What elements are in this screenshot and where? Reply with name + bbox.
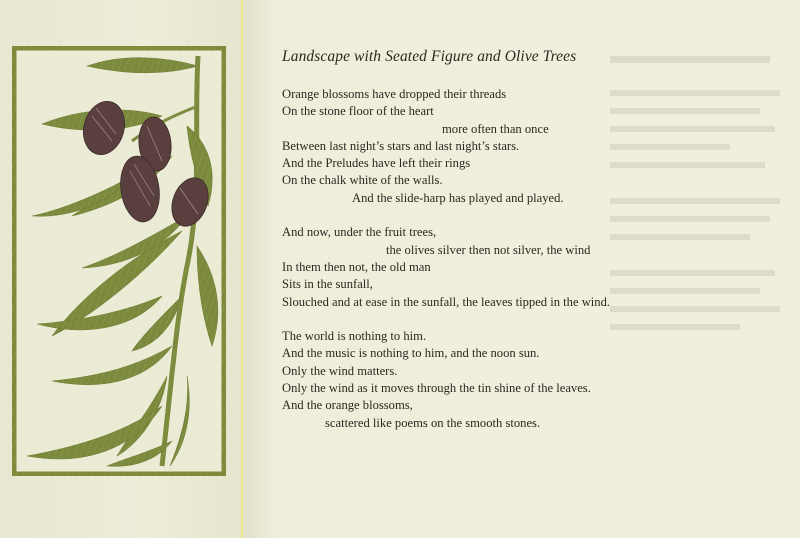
poem-title: Landscape with Seated Figure and Olive Trees <box>282 48 577 65</box>
stanza-break <box>282 207 782 224</box>
stanza-break <box>282 311 782 328</box>
poem-line: more often than once <box>442 121 549 136</box>
olive-branch-woodcut <box>12 46 226 476</box>
poem-line: Only the wind matters. <box>282 363 398 378</box>
poem-line: In them then not, the old man <box>282 259 431 274</box>
poem-line: scattered like poems on the smooth stones. <box>325 415 541 430</box>
poem <box>282 47 782 432</box>
poem-line: Sits in the sunfall, <box>282 277 373 292</box>
poem-line: And now, under the fruit trees, <box>282 225 437 240</box>
poem-line: The world is nothing to him. <box>282 329 427 344</box>
poem-line: the olives silver then not silver, the wind <box>386 242 591 257</box>
poem-line: And the slide-harp has played and played. <box>352 190 564 205</box>
poem-line: On the chalk white of the walls. <box>282 173 443 188</box>
poem-line: On the stone floor of the heart <box>282 104 434 119</box>
olive-branch-illustration <box>12 46 226 476</box>
poem-line: And the orange blossoms, <box>282 398 413 413</box>
poem-line: Orange blossoms have dropped their threads <box>282 87 507 101</box>
poem-line: Only the wind as it moves through the tin shine of the leaves. <box>282 381 591 396</box>
poem-line: Slouched and at ease in the sunfall, the leaves tipped in the wind. <box>282 294 611 309</box>
poem-line: And the Preludes have left their rings <box>282 156 471 171</box>
poem-line: And the music is nothing to him, and the noon sun. <box>282 346 540 361</box>
poem-line: Between last night’s stars and last night’s stars. <box>282 138 520 153</box>
